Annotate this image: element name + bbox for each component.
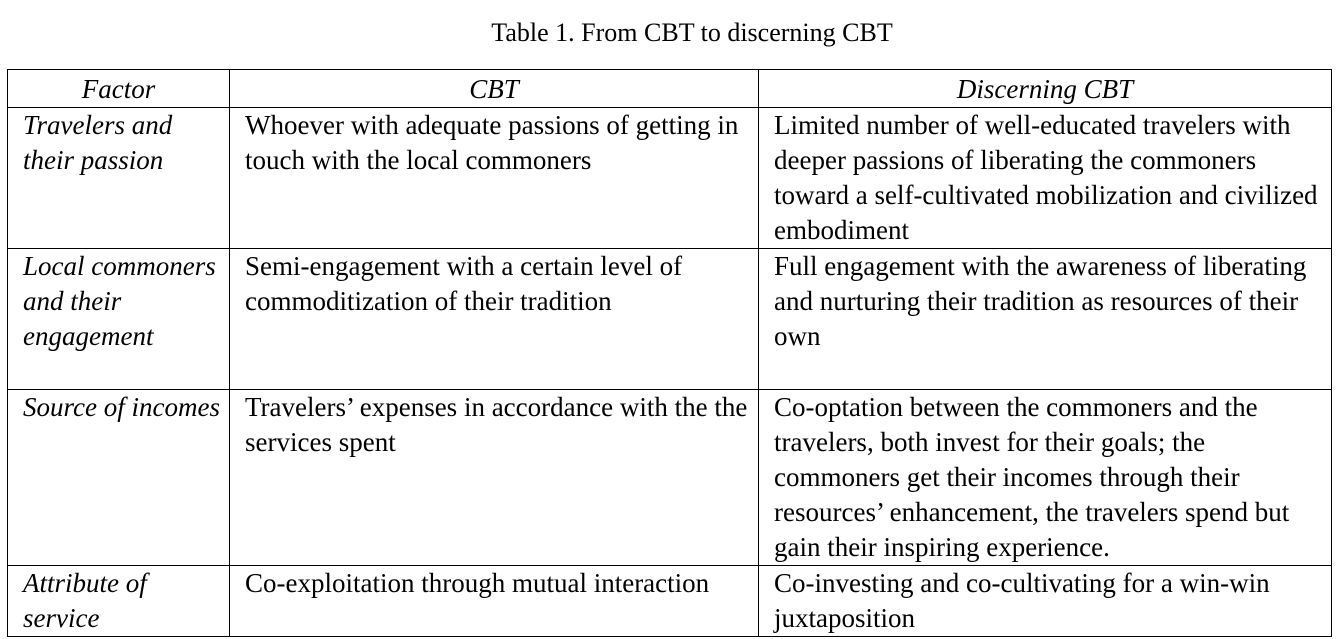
- factor-cell: Local commoners and their engagement: [8, 249, 230, 390]
- discerning-cbt-cell: Co-investing and co-cultivating for a win-win juxtaposition: [759, 566, 1332, 637]
- comparison-table: [7, 69, 1332, 637]
- discerning-cbt-cell: Limited number of well-educated travelers with deeper passions of liberating the commoners toward a self-cultivated mobilization and civilized embodiment: [759, 108, 1332, 249]
- factor-cell: Attribute of service: [8, 566, 230, 637]
- header-discerning-cbt: Discerning CBT: [759, 70, 1332, 108]
- table-row: [8, 566, 1332, 637]
- cbt-cell: Whoever with adequate passions of getting in touch with the local commoners: [230, 108, 759, 249]
- header-row: [8, 70, 1332, 108]
- header-factor: Factor: [8, 70, 230, 108]
- table-row: [8, 108, 1332, 249]
- cbt-cell: Semi-engagement with a certain level of commoditization of their tradition: [230, 249, 759, 390]
- factor-cell: Travelers and their passion: [8, 108, 230, 249]
- cbt-cell: Travelers’ expenses in accordance with the the services spent: [230, 390, 759, 566]
- discerning-cbt-cell: Co-optation between the commoners and the travelers, both invest for their goals; the commoners get their incomes through their resources’ enhancement, the travelers spend but gain their inspiring experience.: [759, 390, 1332, 566]
- cbt-cell: Co-exploitation through mutual interaction: [230, 566, 759, 637]
- header-cbt: CBT: [230, 70, 759, 108]
- table-caption: Table 1. From CBT to discerning CBT: [491, 18, 893, 47]
- discerning-cbt-cell: Full engagement with the awareness of liberating and nurturing their tradition as resources of their own: [759, 249, 1332, 390]
- table-row: [8, 390, 1332, 566]
- table-row: [8, 249, 1332, 390]
- factor-cell: Source of incomes: [8, 390, 230, 566]
